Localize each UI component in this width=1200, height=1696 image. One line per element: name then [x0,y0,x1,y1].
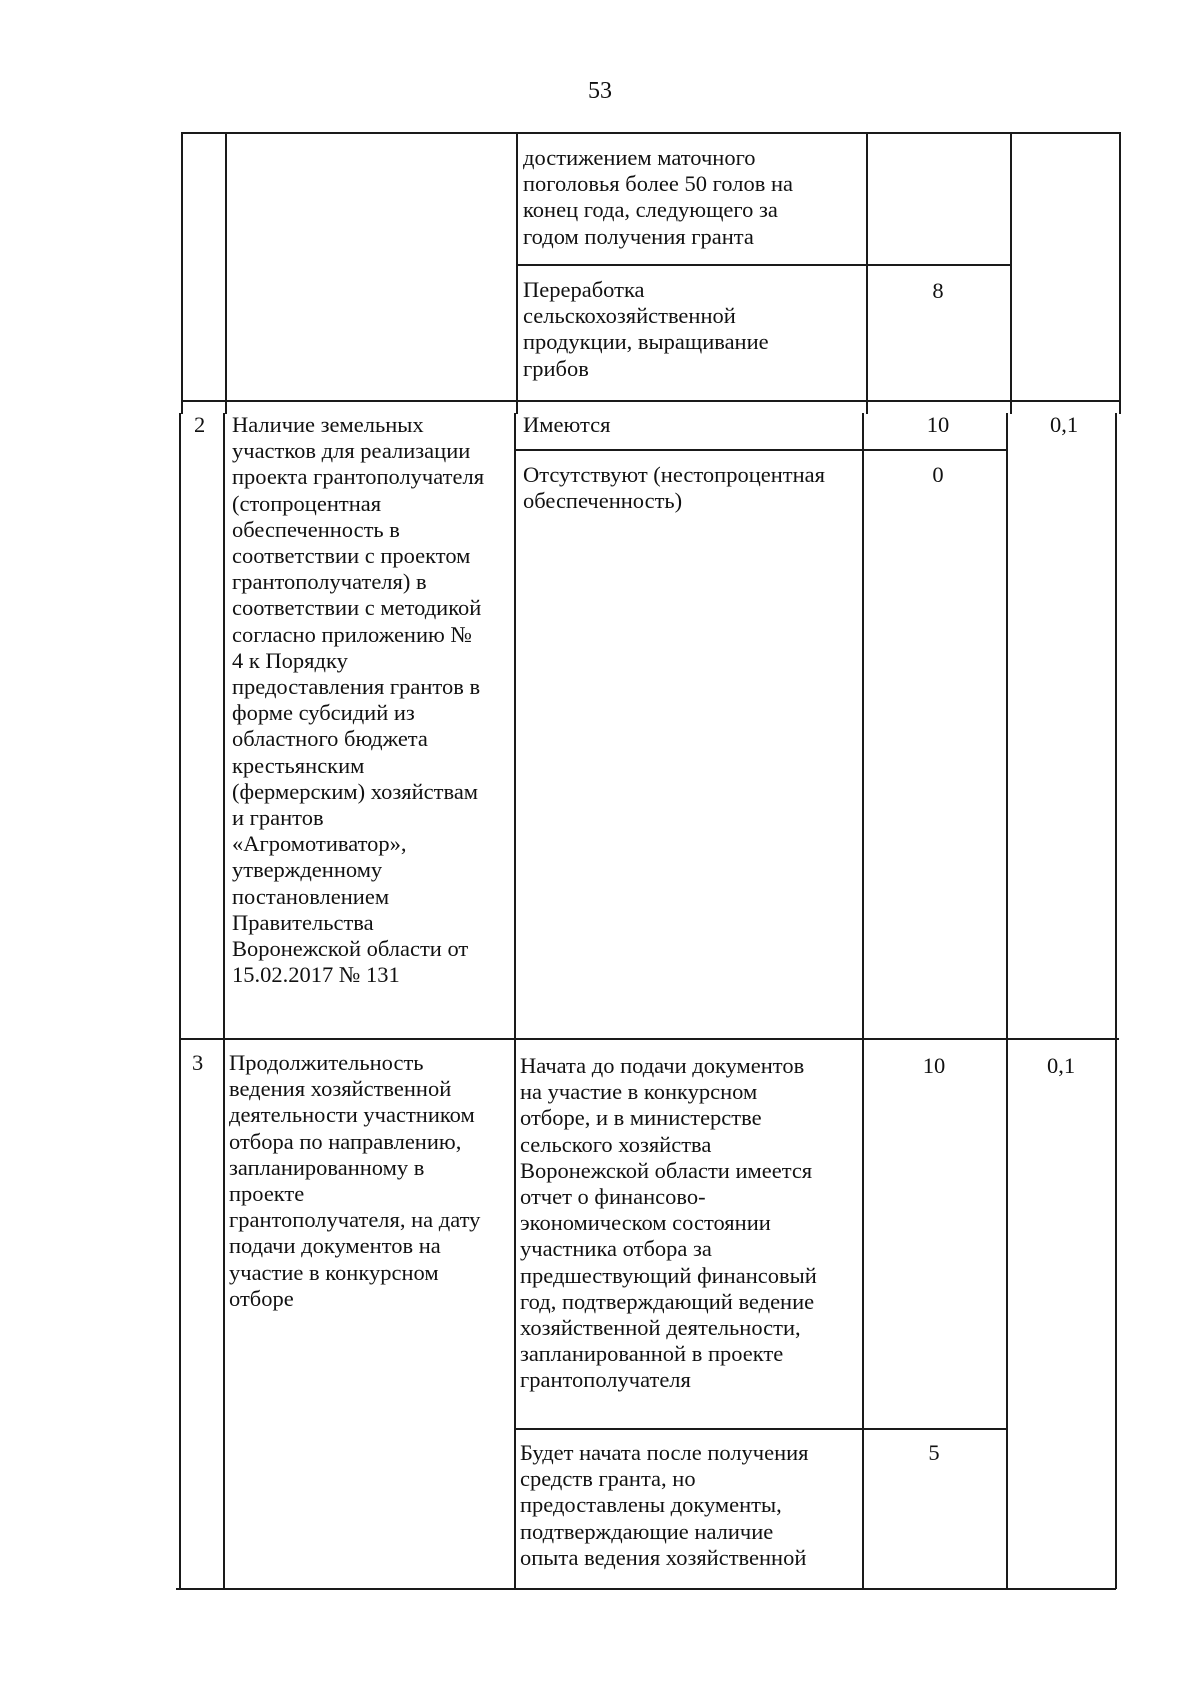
column-divider [225,132,227,414]
option-text: Отсутствуют (нестопроцентная обеспеченность) [523,462,825,514]
table-border-top [182,132,1120,134]
criterion-text: Наличие земельных участков для реализации проекта грантополучателя (стопроцентная обеспеченность в соответствии с проектом грантополучателя) в соответствии с методикой согласно приложению № 4 к Порядку предоставления грантов в форме субсидий из областного бюджета крестьянским (фермерским) хозяйствам и грантов «Агромотиватор», утвержденному постановлением Правительства Воронежской области от 15.02.2017 № 131 [232,412,485,988]
page-number: 53 [588,78,612,104]
column-divider [1010,132,1012,414]
column-divider [514,413,516,1589]
option-text: Переработка сельскохозяйственной продукции, выращивание грибов [523,277,769,381]
table-border-right [1119,132,1121,414]
option-points: 10 [922,1053,946,1078]
option-points: 8 [932,278,944,303]
option-divider [516,264,1011,266]
option-divider [514,1428,1007,1430]
column-divider [223,413,225,1589]
table-border-right [1115,413,1117,1589]
option-points: 10 [926,412,950,437]
option-text: достижением маточного поголовья более 50 голов на конец года, следующего за годом получения гранта [523,145,793,249]
option-divider [516,449,1007,451]
row-divider [179,1038,1119,1040]
column-divider [866,132,868,414]
option-text: Начата до подачи документов на участие в конкурсном отборе, и в министерстве сельского хозяйства Воронежской области имеется отчет о финансово- экономическом состоянии участника отбора за предшествующий финансовый год, подтверждающий ведение хозяйственной деятельности, запланированной в проекте грантополучателя [520,1053,817,1393]
row-number: 2 [194,412,206,437]
option-points: 5 [928,1440,940,1465]
criterion-weight: 0,1 [1046,1053,1076,1078]
criterion-text: Продолжительность ведения хозяйственной деятельности участником отбора по направлению, запланированному в проекте грантополучателя, на дату подачи документов на участие в конкурсном отборе [229,1050,481,1311]
column-divider [862,413,864,1589]
option-points: 0 [932,462,944,487]
option-text: Будет начата после получения средств гранта, но предоставлены документы, подтверждающие наличие опыта ведения хозяйственной [520,1440,809,1570]
row-divider [182,400,1120,402]
table-border-left [179,413,181,1589]
row-number: 3 [192,1050,204,1075]
table-border-left [181,132,183,414]
table-border-bottom [176,1588,1116,1590]
criterion-weight: 0,1 [1049,412,1079,437]
column-divider [1006,413,1008,1589]
option-text: Имеются [523,412,611,437]
column-divider [516,132,518,414]
